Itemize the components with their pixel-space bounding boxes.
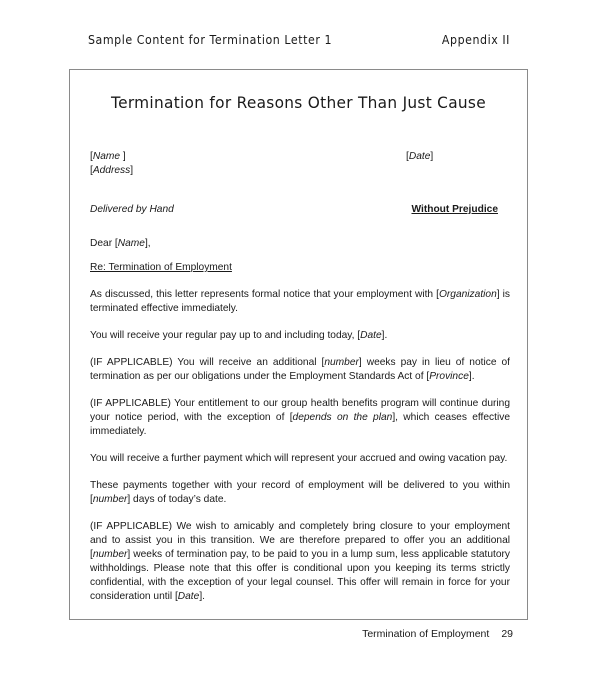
delivery-row [90, 203, 510, 217]
paragraph-6: These payments together with your record of employment will be delivered to you within [number] days of today’s date. [90, 480, 510, 505]
address-row [90, 164, 510, 178]
name-field: [Name ] [90, 151, 126, 162]
greeting: Dear [Name], [90, 238, 151, 249]
letter-frame [69, 69, 528, 620]
paragraph-7: (IF APPLICABLE) We wish to amicably and completely bring closure to your employment and to assist you in this transition. We are therefore prepared to offer you an additional [number] weeks of termination pay, to be paid to you in a lump sum, less applicable statutory withholdings. Please note that this offer is conditional upon you keeping its terms strictly confidential, with the exception of your legal counsel. This offer will remain in force for your consideration until [Date]. [90, 521, 510, 602]
letter-body [90, 150, 510, 604]
without-prejudice: Without Prejudice [411, 204, 498, 215]
address-field: [Address] [90, 165, 134, 176]
page-header-left: Sample Content for Termination Letter 1 [88, 33, 333, 47]
footer-label: Termination of Employment [362, 628, 490, 640]
date-field: [Date] [406, 151, 434, 162]
delivered-by-hand: Delivered by Hand [90, 204, 174, 215]
re-line: Re: Termination of Employment [90, 262, 232, 273]
page-number: 29 [501, 628, 513, 640]
paragraph-5: You will receive a further payment which will represent your accrued and owing vacation pay. [90, 453, 508, 464]
paragraph-4: (IF APPLICABLE) Your entitlement to our group health benefits program will continue during your notice period, with the exception of [depends on the plan], which ceases effective immediately. [90, 398, 510, 437]
page-header-right: Appendix II [441, 33, 510, 47]
letter-title: Termination for Reasons Other Than Just Cause [111, 93, 486, 112]
paragraph-3: (IF APPLICABLE) You will receive an additional [number] weeks pay in lieu of notice of termination as per our obligations under the Employment Standards Act of [Province]. [90, 357, 510, 382]
paragraph-1: As discussed, this letter represents formal notice that your employment with [Organization] is terminated effective immediately. [90, 289, 510, 314]
name-date-row [90, 150, 510, 164]
page-footer [362, 628, 513, 640]
paragraph-2: You will receive your regular pay up to and including today, [Date]. [90, 330, 388, 341]
